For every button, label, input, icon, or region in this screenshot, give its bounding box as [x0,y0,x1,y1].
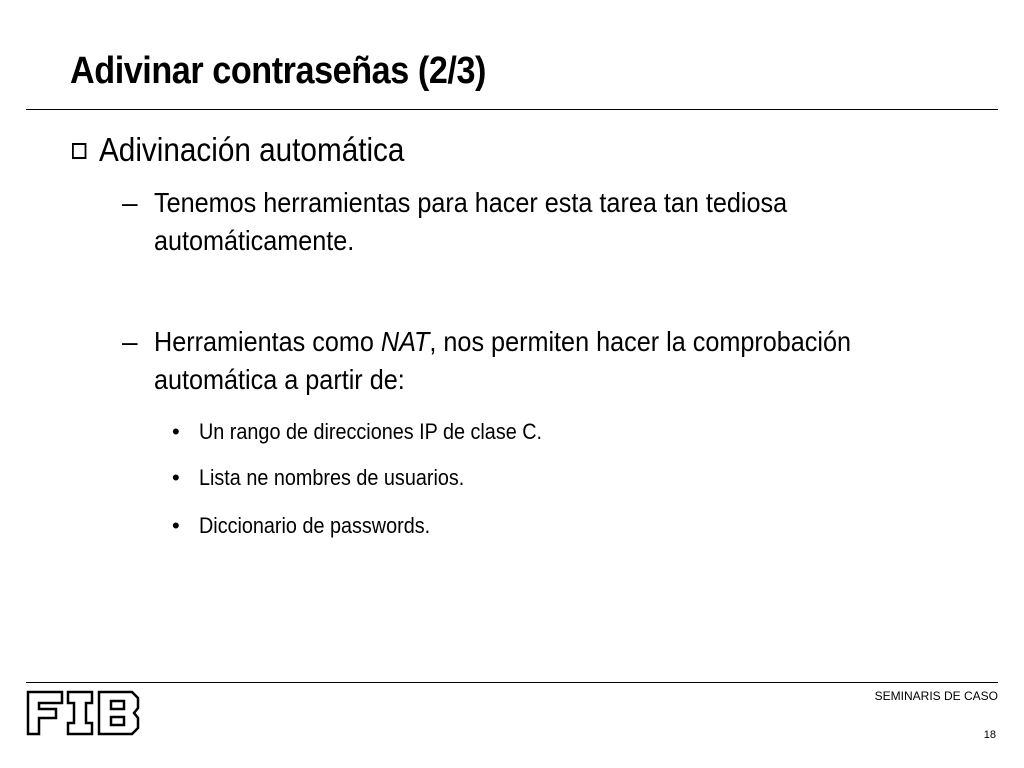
footer-divider [26,682,998,683]
sub-item-text: Diccionario de passwords. [199,513,431,538]
square-bullet-icon [72,143,86,159]
sub-item-text: Lista ne nombres de usuarios. [199,465,465,490]
tool-name: NAT [380,326,430,357]
item-text-before: Herramientas como [154,326,381,357]
fib-logo [26,690,140,741]
slide-title: Adivinar contraseñas (2/3) [70,50,486,92]
bullet-dot: • [172,419,180,444]
dash-bullet: – [122,187,138,218]
item-text-after: , nos permiten hacer la comprobación automática a partir de: [154,326,852,395]
heading-item [72,131,404,169]
item-text: Tenemos herramientas para hacer esta tarea tan tediosa automáticamente. [154,187,788,256]
bullet-dot: • [172,465,180,490]
bullet-dot: • [172,513,180,538]
footer-organization: SEMINARIS DE CASO [874,689,998,703]
heading-text: Adivinación automática [99,131,405,168]
dash-bullet: – [122,326,138,357]
sub-item-text: Un rango de direcciones IP de clase C. [199,419,543,444]
title-divider [26,109,998,110]
page-number: 18 [983,729,996,741]
item-text [154,323,928,399]
